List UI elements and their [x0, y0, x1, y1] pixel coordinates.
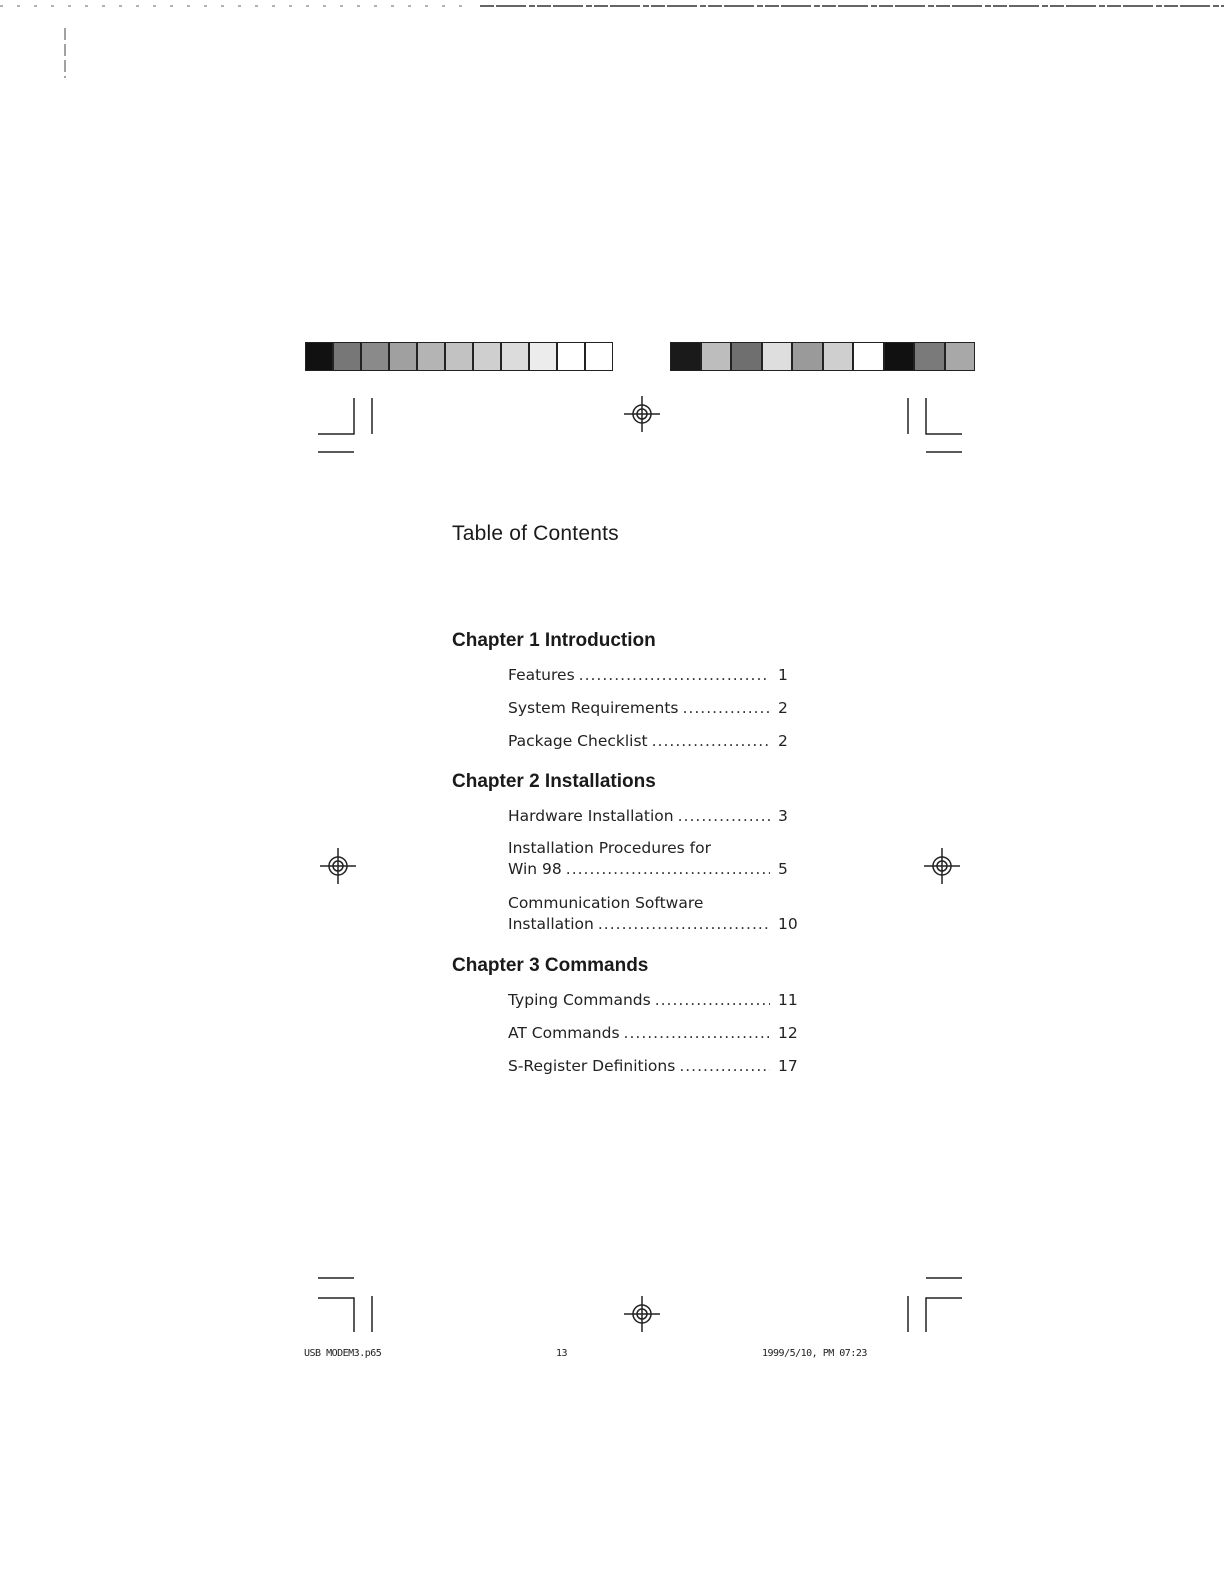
toc-entry-label: System Requirements [508, 699, 679, 717]
toc-entry[interactable] [508, 731, 808, 752]
toc-entry-label: AT Commands [508, 1024, 620, 1042]
color-swatch [945, 342, 976, 371]
color-swatch [305, 342, 333, 371]
toc-entry-page: 12 [778, 1024, 798, 1042]
crop-mark-top-right [904, 396, 966, 456]
color-swatch [585, 342, 613, 371]
leader-dots [679, 1056, 770, 1077]
toc-entry[interactable] [508, 806, 808, 827]
crop-mark-bottom-right [904, 1274, 966, 1334]
toc-entry-page: 2 [778, 732, 788, 750]
toc-entry-page: 17 [778, 1057, 798, 1075]
top-edge-line [0, 4, 1224, 8]
chapter-2-heading: Chapter 2 Installations [452, 771, 656, 792]
chapter-1-heading: Chapter 1 Introduction [452, 630, 656, 651]
toc-entry-page: 1 [778, 666, 788, 684]
leader-dots [598, 914, 770, 935]
color-swatch [853, 342, 884, 371]
toc-entry-label: Communication Software [508, 894, 704, 912]
footer-filename: USB MODEM3.p65 [304, 1348, 382, 1359]
color-swatch [670, 342, 701, 371]
crop-mark-bottom-left [316, 1274, 378, 1334]
registration-mark-left [320, 848, 356, 884]
color-swatch [762, 342, 793, 371]
toc-entry-page: 5 [778, 860, 788, 878]
footer-page-number: 13 [556, 1348, 568, 1359]
color-swatch [501, 342, 529, 371]
color-swatch [701, 342, 732, 371]
color-bar-left [305, 342, 613, 371]
leader-dots [624, 1023, 770, 1044]
toc-entry-label: Package Checklist [508, 732, 648, 750]
color-swatch [417, 342, 445, 371]
leader-dots [655, 990, 770, 1011]
toc-entry-page: 3 [778, 807, 788, 825]
color-swatch [361, 342, 389, 371]
toc-entry-label-cont: Installation [508, 915, 594, 933]
leader-dots [566, 859, 770, 880]
toc-entry[interactable] [508, 1023, 808, 1044]
toc-entry[interactable] [508, 698, 808, 719]
color-swatch [473, 342, 501, 371]
registration-mark-top [624, 396, 660, 432]
color-swatch [731, 342, 762, 371]
chapter-3-heading: Chapter 3 Commands [452, 955, 649, 976]
footer-timestamp: 1999/5/10, PM 07:23 [762, 1348, 867, 1359]
color-swatch [792, 342, 823, 371]
leader-dots [652, 731, 770, 752]
toc-entry-label: Hardware Installation [508, 807, 674, 825]
color-swatch [823, 342, 854, 371]
toc-entry[interactable] [508, 1056, 808, 1077]
color-swatch [884, 342, 915, 371]
color-swatch [333, 342, 361, 371]
toc-entry-label-cont: Win 98 [508, 860, 562, 878]
color-bar-right [670, 342, 975, 371]
toc-entry[interactable] [508, 990, 808, 1011]
crop-mark-top-left [316, 396, 378, 456]
toc-entry-page: 2 [778, 699, 788, 717]
color-swatch [445, 342, 473, 371]
toc-entry-label: S-Register Definitions [508, 1057, 676, 1075]
toc-entry-label: Installation Procedures for [508, 839, 711, 857]
color-swatch [914, 342, 945, 371]
leader-dots [683, 698, 771, 719]
color-swatch [557, 342, 585, 371]
leader-dots [678, 806, 770, 827]
toc-entry-page: 10 [778, 915, 798, 933]
color-swatch [529, 342, 557, 371]
toc-entry[interactable] [508, 665, 808, 686]
toc-entry-label: Typing Commands [508, 991, 651, 1009]
registration-mark-right [924, 848, 960, 884]
toc-entry[interactable] [508, 838, 808, 880]
leader-dots [579, 665, 770, 686]
scan-mark [60, 28, 70, 78]
toc-entry-label: Features [508, 666, 575, 684]
toc-title: Table of Contents [452, 522, 619, 545]
color-swatch [389, 342, 417, 371]
registration-mark-bottom [624, 1296, 660, 1332]
toc-entry[interactable] [508, 893, 808, 935]
toc-entry-page: 11 [778, 991, 798, 1009]
